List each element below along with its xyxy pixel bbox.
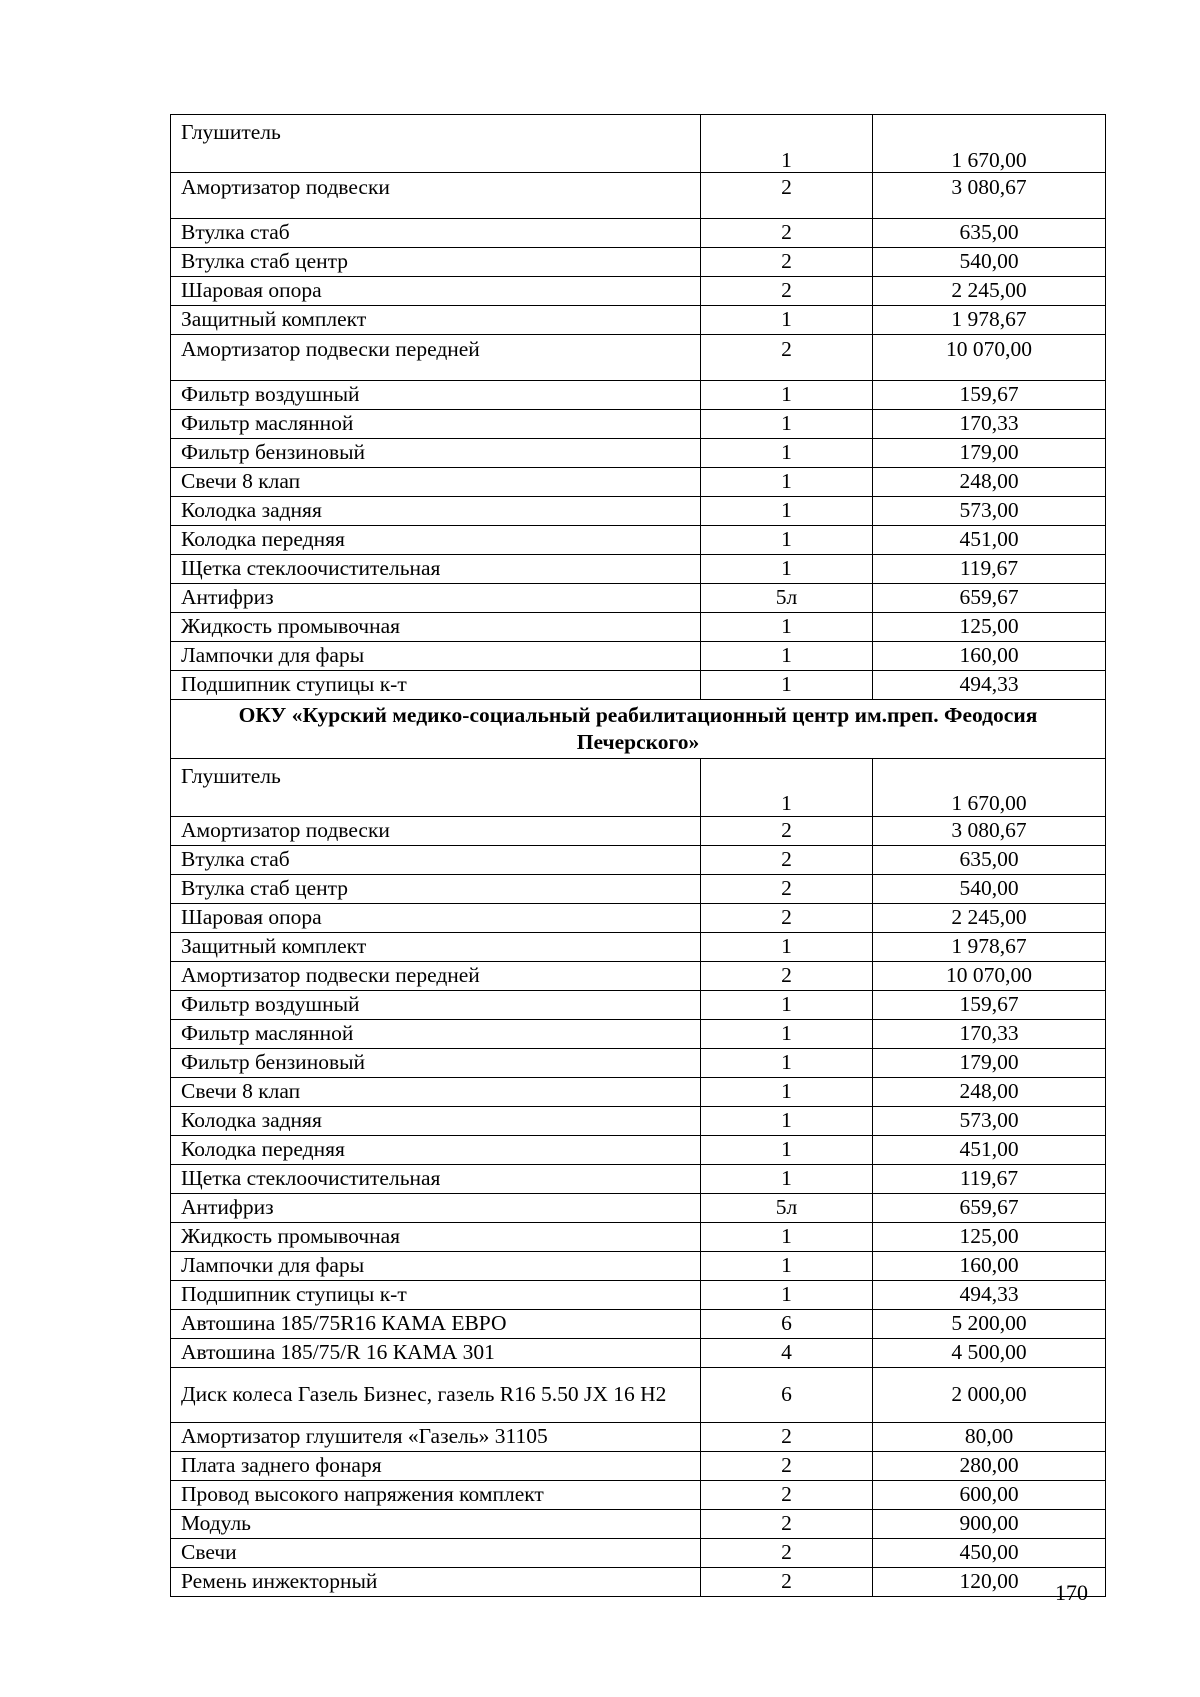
table-row: [171, 1135, 1106, 1164]
quantity-cell: 1: [701, 1251, 873, 1280]
table-row: [171, 758, 1106, 816]
table-row: [171, 845, 1106, 874]
item-name-cell: Лампочки для фары: [171, 1251, 701, 1280]
table-row: [171, 816, 1106, 845]
item-name-cell: Фильтр воздушный: [171, 381, 701, 410]
quantity-cell: 2: [701, 845, 873, 874]
table-row: [171, 1451, 1106, 1480]
quantity-cell: 2: [701, 1451, 873, 1480]
quantity-cell: 2: [701, 335, 873, 381]
item-name-cell: Антифриз: [171, 1193, 701, 1222]
item-name-cell: Шаровая опора: [171, 903, 701, 932]
quantity-cell: 1: [701, 1077, 873, 1106]
item-name-cell: Провод высокого напряжения комплект: [171, 1480, 701, 1509]
quantity-cell: 2: [701, 277, 873, 306]
table-row: [171, 584, 1106, 613]
item-name-cell: Фильтр воздушный: [171, 990, 701, 1019]
table-row: [171, 671, 1106, 700]
table-row: [171, 874, 1106, 903]
item-name-cell: Плата заднего фонаря: [171, 1451, 701, 1480]
quantity-cell: 1: [701, 468, 873, 497]
price-cell: 179,00: [873, 1048, 1106, 1077]
table-row: [171, 1567, 1106, 1596]
item-name-cell: Свечи 8 клап: [171, 1077, 701, 1106]
quantity-cell: 2: [701, 1509, 873, 1538]
price-cell: 4 500,00: [873, 1338, 1106, 1367]
item-name-cell: Втулка стаб: [171, 845, 701, 874]
table-row: [171, 1019, 1106, 1048]
item-name-cell: Щетка стеклоочистительная: [171, 1164, 701, 1193]
quantity-cell: 1: [701, 758, 873, 816]
item-name-cell: Защитный комплект: [171, 306, 701, 335]
price-cell: 125,00: [873, 613, 1106, 642]
quantity-cell: 6: [701, 1309, 873, 1338]
table-row: [171, 1106, 1106, 1135]
table-row: [171, 1480, 1106, 1509]
item-name-cell: Подшипник ступицы к-т: [171, 671, 701, 700]
price-cell: 80,00: [873, 1422, 1106, 1451]
price-cell: 159,67: [873, 990, 1106, 1019]
item-name-cell: Фильтр бензиновый: [171, 439, 701, 468]
item-name-cell: Подшипник ступицы к-т: [171, 1280, 701, 1309]
price-cell: 248,00: [873, 1077, 1106, 1106]
item-name-cell: Амортизатор подвески: [171, 816, 701, 845]
quantity-cell: 1: [701, 1135, 873, 1164]
table-row: [171, 468, 1106, 497]
price-cell: 494,33: [873, 1280, 1106, 1309]
table-row: [171, 1309, 1106, 1338]
table-row: [171, 115, 1106, 173]
price-cell: 3 080,67: [873, 816, 1106, 845]
price-cell: 600,00: [873, 1480, 1106, 1509]
item-name-cell: Колодка задняя: [171, 497, 701, 526]
table-row: [171, 1077, 1106, 1106]
quantity-cell: 1: [701, 1164, 873, 1193]
item-name-cell: Колодка передняя: [171, 526, 701, 555]
quantity-cell: 1: [701, 115, 873, 173]
item-name-cell: Свечи 8 клап: [171, 468, 701, 497]
price-cell: 900,00: [873, 1509, 1106, 1538]
quantity-cell: 2: [701, 874, 873, 903]
price-cell: 540,00: [873, 248, 1106, 277]
price-cell: 450,00: [873, 1538, 1106, 1567]
quantity-cell: 1: [701, 642, 873, 671]
quantity-cell: 1: [701, 410, 873, 439]
table-row: [171, 961, 1106, 990]
page-number: 170: [1055, 1580, 1088, 1605]
parts-table: [170, 114, 1106, 1597]
quantity-cell: 1: [701, 1222, 873, 1251]
quantity-cell: 1: [701, 1019, 873, 1048]
quantity-cell: 2: [701, 1567, 873, 1596]
table-row: [171, 1538, 1106, 1567]
parts-table-bottom-section: [171, 758, 1106, 1596]
item-name-cell: Фильтр маслянной: [171, 1019, 701, 1048]
table-row: [171, 1367, 1106, 1422]
table-row: [171, 497, 1106, 526]
price-cell: 573,00: [873, 497, 1106, 526]
table-row: [171, 248, 1106, 277]
item-name-cell: Щетка стеклоочистительная: [171, 555, 701, 584]
price-cell: 119,67: [873, 1164, 1106, 1193]
table-row: [171, 990, 1106, 1019]
quantity-cell: 5л: [701, 1193, 873, 1222]
price-cell: 170,33: [873, 410, 1106, 439]
price-cell: 635,00: [873, 845, 1106, 874]
section-header: ОКУ «Курский медико-социальный реабилитационный центр им.преп. Феодосия Печерского»: [171, 700, 1106, 759]
item-name-cell: Амортизатор подвески передней: [171, 961, 701, 990]
quantity-cell: 2: [701, 816, 873, 845]
price-cell: 120,00: [873, 1567, 1106, 1596]
item-name-cell: Глушитель: [171, 115, 701, 173]
quantity-cell: 1: [701, 990, 873, 1019]
price-cell: 635,00: [873, 219, 1106, 248]
item-name-cell: Амортизатор подвески передней: [171, 335, 701, 381]
table-row: [171, 381, 1106, 410]
quantity-cell: 1: [701, 613, 873, 642]
quantity-cell: 1: [701, 306, 873, 335]
price-cell: 170,33: [873, 1019, 1106, 1048]
quantity-cell: 2: [701, 248, 873, 277]
table-row: [171, 277, 1106, 306]
table-row: [171, 219, 1106, 248]
table-row: [171, 642, 1106, 671]
price-cell: 280,00: [873, 1451, 1106, 1480]
item-name-cell: Лампочки для фары: [171, 642, 701, 671]
parts-table-top-section: [171, 115, 1106, 700]
price-cell: 160,00: [873, 1251, 1106, 1280]
item-name-cell: Фильтр бензиновый: [171, 1048, 701, 1077]
quantity-cell: 2: [701, 219, 873, 248]
quantity-cell: 1: [701, 526, 873, 555]
price-cell: 10 070,00: [873, 961, 1106, 990]
price-cell: 2 000,00: [873, 1367, 1106, 1422]
table-row: [171, 173, 1106, 219]
item-name-cell: Диск колеса Газель Бизнес, газель R16 5.50 JX 16 H2: [171, 1367, 701, 1422]
quantity-cell: 1: [701, 497, 873, 526]
item-name-cell: Амортизатор глушителя «Газель» 31105: [171, 1422, 701, 1451]
quantity-cell: 1: [701, 439, 873, 468]
quantity-cell: 2: [701, 1422, 873, 1451]
price-cell: 160,00: [873, 642, 1106, 671]
price-cell: 1 978,67: [873, 932, 1106, 961]
table-row: [171, 1280, 1106, 1309]
quantity-cell: 1: [701, 1280, 873, 1309]
quantity-cell: 1: [701, 1106, 873, 1135]
item-name-cell: Колодка задняя: [171, 1106, 701, 1135]
quantity-cell: 2: [701, 961, 873, 990]
item-name-cell: Жидкость промывочная: [171, 1222, 701, 1251]
item-name-cell: Жидкость промывочная: [171, 613, 701, 642]
price-cell: 451,00: [873, 526, 1106, 555]
table-row: [171, 410, 1106, 439]
item-name-cell: Колодка передняя: [171, 1135, 701, 1164]
item-name-cell: Втулка стаб центр: [171, 874, 701, 903]
quantity-cell: 1: [701, 1048, 873, 1077]
price-cell: 159,67: [873, 381, 1106, 410]
table-row: [171, 1164, 1106, 1193]
table-row: [171, 932, 1106, 961]
price-cell: 248,00: [873, 468, 1106, 497]
table-row: [171, 1422, 1106, 1451]
table-row: [171, 1338, 1106, 1367]
item-name-cell: Фильтр маслянной: [171, 410, 701, 439]
table-row: [171, 555, 1106, 584]
table-row: [171, 1222, 1106, 1251]
item-name-cell: Свечи: [171, 1538, 701, 1567]
price-cell: 540,00: [873, 874, 1106, 903]
price-cell: 119,67: [873, 555, 1106, 584]
table-row: [171, 335, 1106, 381]
quantity-cell: 2: [701, 1480, 873, 1509]
price-cell: 1 670,00: [873, 758, 1106, 816]
table-row: [171, 1048, 1106, 1077]
price-cell: 573,00: [873, 1106, 1106, 1135]
price-cell: 494,33: [873, 671, 1106, 700]
price-cell: 1 670,00: [873, 115, 1106, 173]
price-cell: 2 245,00: [873, 277, 1106, 306]
item-name-cell: Втулка стаб: [171, 219, 701, 248]
table-row: [171, 1251, 1106, 1280]
table-row: [171, 1509, 1106, 1538]
section-header-group: [171, 700, 1106, 759]
quantity-cell: 1: [701, 381, 873, 410]
price-cell: 10 070,00: [873, 335, 1106, 381]
table-row: [171, 306, 1106, 335]
price-cell: 5 200,00: [873, 1309, 1106, 1338]
table-row: [171, 613, 1106, 642]
item-name-cell: Защитный комплект: [171, 932, 701, 961]
quantity-cell: 1: [701, 555, 873, 584]
section-header-row: [171, 700, 1106, 759]
quantity-cell: 5л: [701, 584, 873, 613]
quantity-cell: 1: [701, 671, 873, 700]
price-cell: 451,00: [873, 1135, 1106, 1164]
price-cell: 2 245,00: [873, 903, 1106, 932]
quantity-cell: 6: [701, 1367, 873, 1422]
item-name-cell: Антифриз: [171, 584, 701, 613]
price-cell: 179,00: [873, 439, 1106, 468]
table-row: [171, 1193, 1106, 1222]
item-name-cell: Втулка стаб центр: [171, 248, 701, 277]
quantity-cell: 2: [701, 903, 873, 932]
price-cell: 125,00: [873, 1222, 1106, 1251]
item-name-cell: Амортизатор подвески: [171, 173, 701, 219]
quantity-cell: 1: [701, 932, 873, 961]
item-name-cell: Шаровая опора: [171, 277, 701, 306]
table-row: [171, 526, 1106, 555]
price-cell: 1 978,67: [873, 306, 1106, 335]
item-name-cell: Автошина 185/75/R 16 КАМА 301: [171, 1338, 701, 1367]
quantity-cell: 4: [701, 1338, 873, 1367]
price-cell: 659,67: [873, 584, 1106, 613]
quantity-cell: 2: [701, 1538, 873, 1567]
table-row: [171, 903, 1106, 932]
price-cell: 659,67: [873, 1193, 1106, 1222]
item-name-cell: Ремень инжекторный: [171, 1567, 701, 1596]
item-name-cell: Модуль: [171, 1509, 701, 1538]
quantity-cell: 2: [701, 173, 873, 219]
item-name-cell: Автошина 185/75R16 КАМА ЕВРО: [171, 1309, 701, 1338]
price-cell: 3 080,67: [873, 173, 1106, 219]
item-name-cell: Глушитель: [171, 758, 701, 816]
table-row: [171, 439, 1106, 468]
